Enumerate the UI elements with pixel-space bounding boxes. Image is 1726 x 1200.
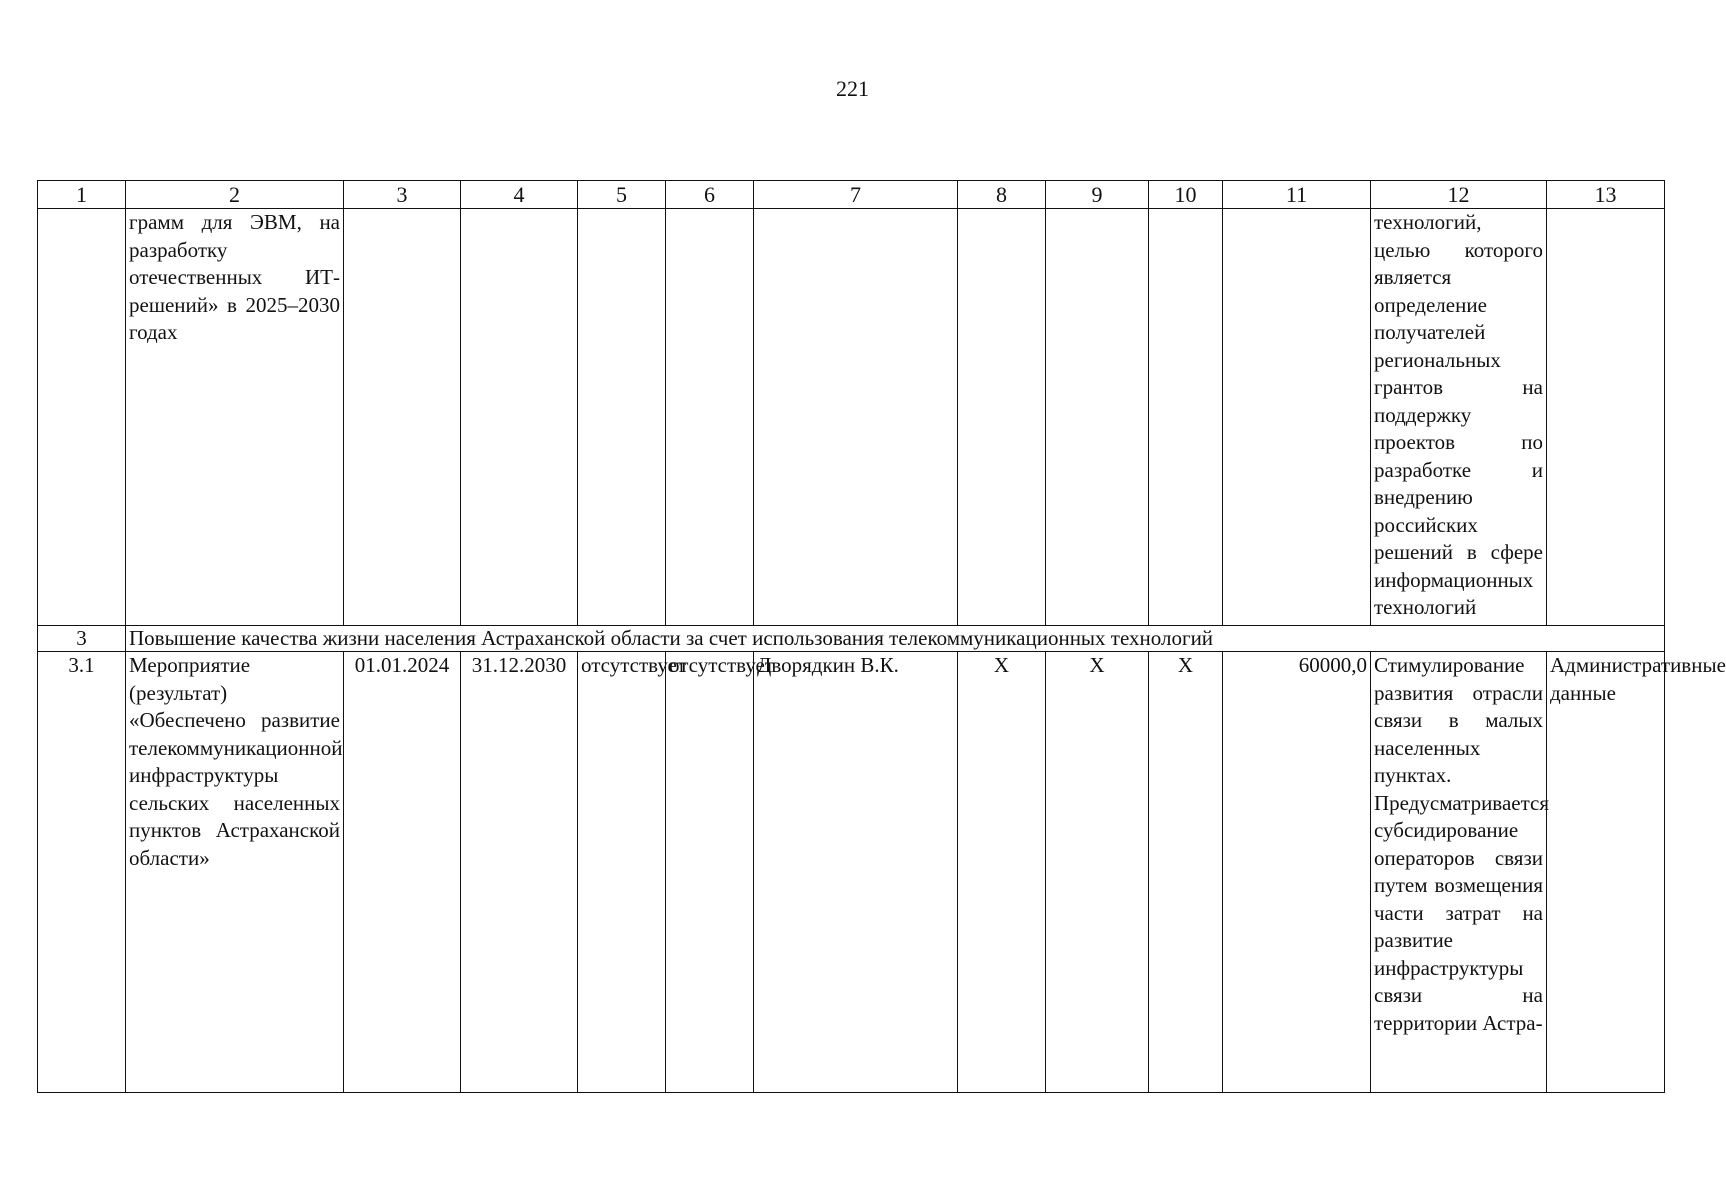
data-source: Административные данные — [1547, 652, 1665, 1093]
responsible-person: Дворядкин В.К. — [754, 652, 958, 1093]
end-date: 31.12.2030 — [461, 652, 578, 1093]
cell-x-8: X — [958, 652, 1046, 1093]
column-number: 5 — [578, 181, 666, 209]
cell-number — [38, 209, 126, 626]
cell-empty — [578, 209, 666, 626]
cell-empty — [1547, 209, 1665, 626]
column-number: 7 — [754, 181, 958, 209]
cell-absent-6: отсутствует — [666, 652, 754, 1093]
column-number: 2 — [126, 181, 344, 209]
event-name: Мероприятие (результат) «Обеспечено развитие телекоммуникационной инфраструктуры сельских населенных пунктов Астраханской области» — [126, 652, 344, 1093]
column-number: 1 — [38, 181, 126, 209]
column-number: 9 — [1046, 181, 1149, 209]
section-title: Повышение качества жизни населения Астраханской области за счет использования телекоммуникационных технологий — [126, 626, 1665, 652]
cell-x-9: X — [1046, 652, 1149, 1093]
program-table — [37, 180, 1726, 1093]
cell-empty — [1046, 209, 1149, 626]
table-row-3-1 — [38, 652, 1665, 1093]
cell-x-10: X — [1149, 652, 1223, 1093]
cell-empty — [754, 209, 958, 626]
cell-empty — [958, 209, 1046, 626]
column-number: 8 — [958, 181, 1046, 209]
column-number: 13 — [1547, 181, 1665, 209]
cell-empty — [344, 209, 461, 626]
cell-name: грамм для ЭВМ, на разработку отечественных ИТ-решений» в 2025–2030 годах — [126, 209, 344, 626]
event-description: Стимулирование развития отрасли связи в малых населенных пунктах. Предусматривается субсидирование операторов связи путем возмещения части затрат на развитие инфраструктуры связи на территории Астра- — [1371, 652, 1547, 1093]
table-row-section — [38, 626, 1665, 652]
cell-absent-5: отсутствует — [578, 652, 666, 1093]
column-number: 6 — [666, 181, 754, 209]
column-number: 10 — [1149, 181, 1223, 209]
column-number: 4 — [461, 181, 578, 209]
page-number: 221 — [836, 76, 869, 101]
amount: 60000,0 — [1223, 652, 1371, 1093]
cell-empty — [666, 209, 754, 626]
column-number-row — [38, 181, 1665, 209]
cell-empty — [461, 209, 578, 626]
start-date: 01.01.2024 — [344, 652, 461, 1093]
cell-empty — [1223, 209, 1371, 626]
column-number: 11 — [1223, 181, 1371, 209]
section-number: 3 — [38, 626, 126, 652]
cell-empty — [1149, 209, 1223, 626]
row-number: 3.1 — [38, 652, 126, 1093]
cell-description: технологий, целью которого является определение получателей региональных грантов на поддержку проектов по разработке и внедрению российских решений в сфере информационных технологий — [1371, 209, 1547, 626]
column-number: 12 — [1371, 181, 1547, 209]
table-row-continuation — [38, 209, 1665, 626]
column-number: 3 — [344, 181, 461, 209]
